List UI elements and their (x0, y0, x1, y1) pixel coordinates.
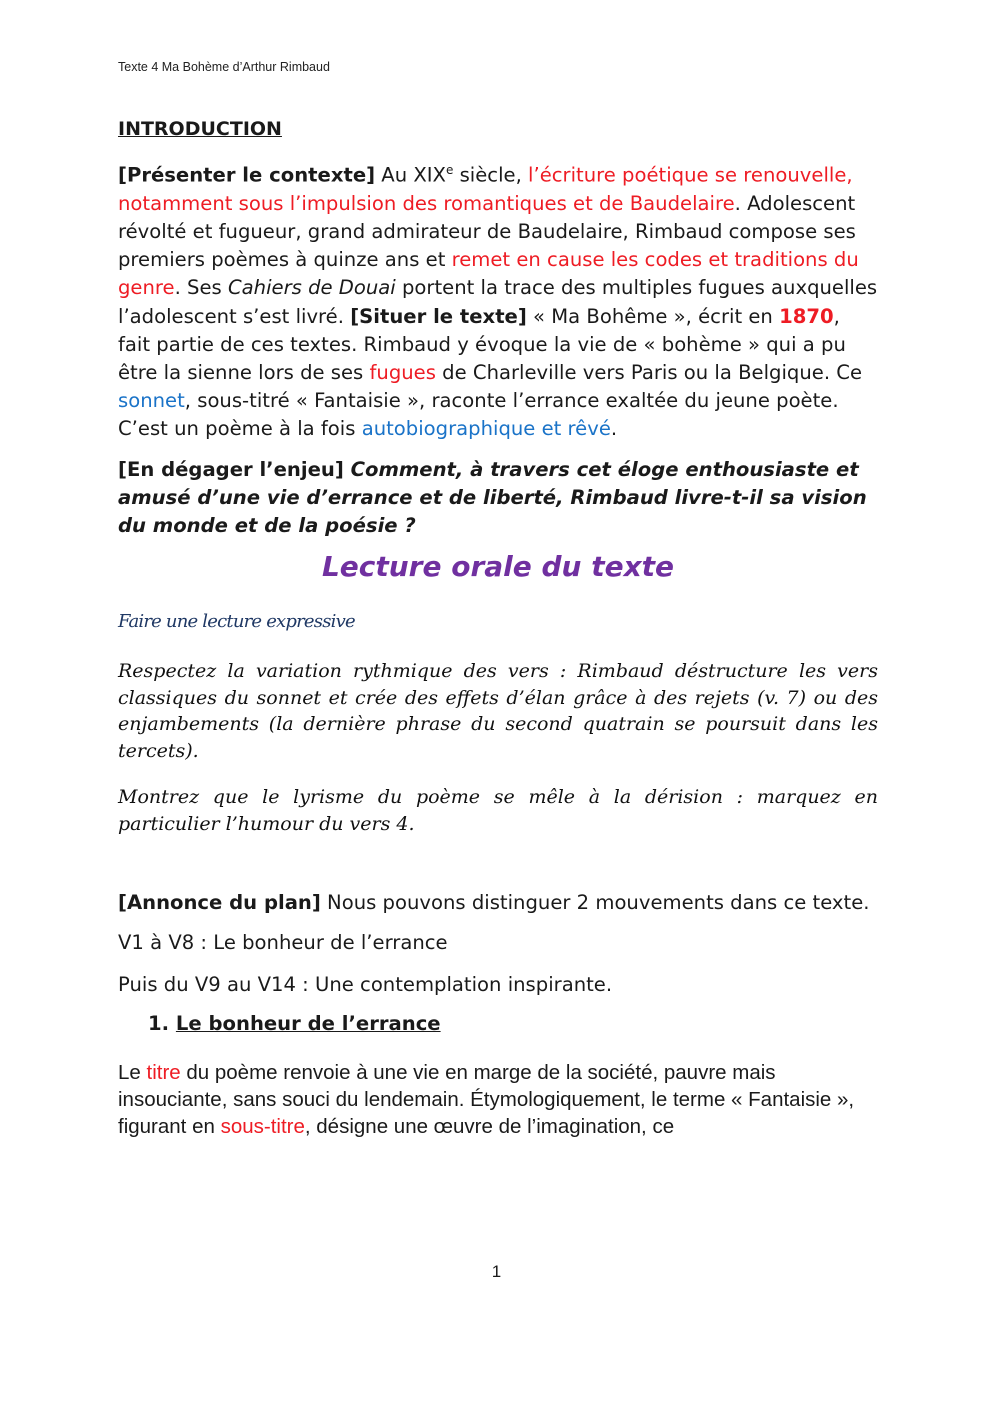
section-title-text: Le bonheur de l’errance (175, 1011, 441, 1035)
highlight-blue: autobiographique et rêvé (361, 417, 611, 441)
text-span: « Ma Bohême », écrit en (526, 304, 780, 328)
text-span: Au XIX (375, 163, 446, 187)
context-label: [Présenter le contexte] (118, 163, 376, 187)
lecture-title: Lecture orale du texte (321, 550, 675, 584)
highlight-red: fugues (369, 360, 436, 384)
plan-paragraph (118, 889, 878, 917)
text-span: , sous-titré « Fantaisie », raconte l’errance exaltée du jeune poète. C’est un poème à la fois (118, 389, 839, 441)
highlight-red: titre (146, 1060, 181, 1084)
stake-label: [En dégager l’enjeu] (118, 457, 344, 481)
situate-label: [Situer le texte] (350, 304, 527, 328)
document-body (118, 118, 878, 1140)
highlight-red: remet en cause les codes et traditions du genre (118, 248, 859, 300)
text-span: . (610, 417, 618, 441)
text-span: . Adolescent révolté et fugueur, grand admirateur de Baudelaire, Rimbaud compose ses premiers poèmes à quinze ans et (118, 191, 856, 272)
text-span: siècle, (453, 163, 529, 187)
superscript: e (445, 163, 454, 177)
text-span: portent la trace des multiples fugues auxquelles l’adolescent s’est livré. (118, 276, 878, 328)
context-paragraph (118, 156, 878, 444)
lecture-paragraph-2: Montrez que le lyrisme du poème se mêle à la dérision : marquez en particulier l’humour du vers 4. (118, 786, 878, 835)
highlight-red: sous-titre (220, 1114, 305, 1138)
lecture-paragraph-1: Respectez la variation rythmique des vers : Rimbaud déstructure les vers classiques du sonnet et crée des effets d’élan grâce à des rejets (v. 7) ou des enjambements (la dernière phrase du second quatrain se poursuit dans les tercets). (118, 660, 878, 762)
text-span: Nous pouvons distinguer 2 mouvements dans ce texte. (320, 891, 870, 915)
introduction-title: INTRODUCTION (118, 118, 282, 140)
text-span: de Charleville vers Paris ou la Belgique. Ce (435, 360, 863, 384)
book-title: Cahiers de Douai (227, 276, 396, 300)
section-1-paragraph (118, 1059, 878, 1140)
highlight-blue: sonnet (118, 389, 185, 413)
year-highlight: 1870 (779, 304, 834, 328)
section-1-title (148, 1012, 878, 1035)
text-span: , fait partie de ces textes. Rimbaud y évoque la vie de « bohème » qui a pu être la sienne lors de ses (118, 304, 846, 384)
movement-2: Puis du V9 au V14 : Une contemplation inspirante. (118, 972, 613, 996)
page-number: 1 (491, 1262, 502, 1281)
text-span: du poème renvoie à une vie en marge de la société, pauvre mais insouciante, sans souci du lendemain. Étymologiquement, le terme « Fantaisie », figurant en (118, 1060, 855, 1138)
question-text: Comment, à travers cet éloge enthousiaste et amusé d’une vie d’errance et de liberté, Rimbaud livre-t-il sa vision du monde et de la poésie ? (118, 457, 867, 537)
text-span: . Ses (174, 276, 228, 300)
problematic-question (118, 456, 878, 541)
plan-label: [Annonce du plan] (118, 891, 321, 915)
movement-1: V1 à V8 : Le bonheur de l’errance (118, 931, 448, 955)
lecture-subheading: Faire une lecture expressive (118, 611, 355, 633)
highlight-red: l’écriture poétique se renouvelle, notamment sous l’impulsion des romantiques et de Baudelaire (118, 163, 853, 215)
text-span: , désigne une œuvre de l’imagination, ce (304, 1114, 675, 1138)
text-span: Le (118, 1060, 147, 1084)
section-number: 1. (148, 1011, 170, 1035)
document-header: Texte 4 Ma Bohème d’Arthur Rimbaud (118, 60, 330, 74)
